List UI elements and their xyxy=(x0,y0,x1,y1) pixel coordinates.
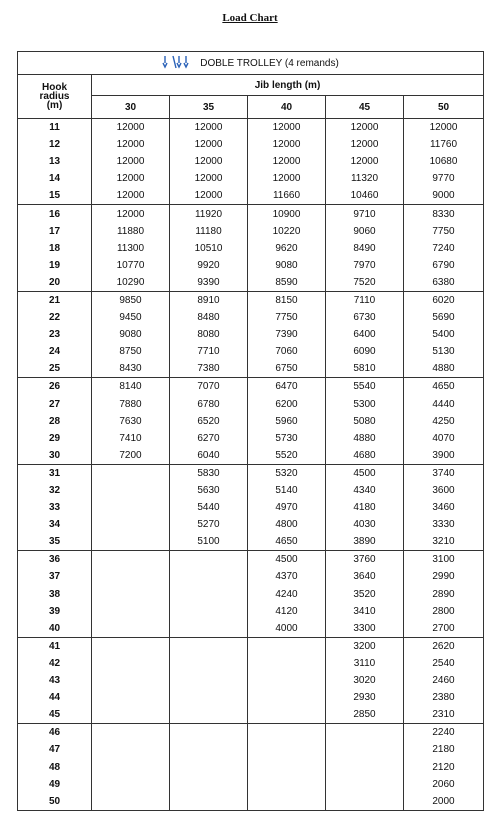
hook-radius-cell: 45 xyxy=(18,706,92,724)
load-cell: 10510 xyxy=(170,240,248,257)
load-cell: 11760 xyxy=(404,136,484,153)
load-cell: 7750 xyxy=(248,309,326,326)
load-cell xyxy=(248,724,326,742)
load-cell: 4500 xyxy=(326,464,404,482)
hook-radius-cell: 22 xyxy=(18,309,92,326)
load-cell xyxy=(92,482,170,499)
hook-radius-cell: 23 xyxy=(18,326,92,343)
load-cell: 12000 xyxy=(92,187,170,205)
table-row xyxy=(18,240,484,257)
load-cell: 10680 xyxy=(404,153,484,170)
load-cell xyxy=(170,741,248,758)
load-cell: 4340 xyxy=(326,482,404,499)
load-cell: 3100 xyxy=(404,551,484,569)
table-row xyxy=(18,430,484,447)
hook-radius-cell: 20 xyxy=(18,274,92,292)
load-cell: 11320 xyxy=(326,170,404,187)
jib-length-40: 40 xyxy=(248,96,326,119)
table-row xyxy=(18,291,484,309)
trolley-header-row xyxy=(18,52,484,75)
table-row xyxy=(18,586,484,603)
hook-radius-cell: 25 xyxy=(18,360,92,378)
load-cell: 11660 xyxy=(248,187,326,205)
load-cell: 12000 xyxy=(170,187,248,205)
load-cell: 5440 xyxy=(170,499,248,516)
load-cell xyxy=(92,776,170,793)
jib-length-30: 30 xyxy=(92,96,170,119)
jib-length-45: 45 xyxy=(326,96,404,119)
load-cell xyxy=(170,551,248,569)
table-row xyxy=(18,447,484,465)
load-cell: 3020 xyxy=(326,672,404,689)
load-cell: 12000 xyxy=(404,119,484,137)
hook-radius-cell: 27 xyxy=(18,396,92,413)
load-cell xyxy=(170,758,248,775)
load-cell: 2990 xyxy=(404,568,484,585)
load-cell: 4250 xyxy=(404,413,484,430)
load-cell: 6730 xyxy=(326,309,404,326)
table-row xyxy=(18,343,484,360)
load-cell: 12000 xyxy=(170,119,248,137)
table-row xyxy=(18,360,484,378)
load-chart-table xyxy=(17,51,484,811)
hook-radius-cell: 38 xyxy=(18,586,92,603)
load-cell: 4880 xyxy=(326,430,404,447)
load-cell: 12000 xyxy=(170,153,248,170)
load-cell xyxy=(248,793,326,811)
load-cell xyxy=(248,672,326,689)
load-cell: 7070 xyxy=(170,378,248,396)
trolley-label: DOBLE TROLLEY (4 remands) xyxy=(200,57,339,69)
load-cell xyxy=(170,655,248,672)
load-cell: 5810 xyxy=(326,360,404,378)
table-row xyxy=(18,223,484,240)
load-cell: 5540 xyxy=(326,378,404,396)
load-cell: 5300 xyxy=(326,396,404,413)
hook-radius-cell: 21 xyxy=(18,291,92,309)
load-cell: 8910 xyxy=(170,291,248,309)
load-cell: 4070 xyxy=(404,430,484,447)
load-cell: 7710 xyxy=(170,343,248,360)
load-cell: 2460 xyxy=(404,672,484,689)
load-cell: 6200 xyxy=(248,396,326,413)
table-row xyxy=(18,655,484,672)
load-cell: 7060 xyxy=(248,343,326,360)
load-cell: 2310 xyxy=(404,706,484,724)
load-cell xyxy=(170,776,248,793)
hook-radius-cell: 28 xyxy=(18,413,92,430)
load-cell: 6790 xyxy=(404,257,484,274)
load-cell: 12000 xyxy=(92,153,170,170)
load-cell: 3410 xyxy=(326,603,404,620)
load-cell: 3900 xyxy=(404,447,484,465)
load-cell: 12000 xyxy=(92,170,170,187)
load-cell: 2060 xyxy=(404,776,484,793)
load-cell: 3520 xyxy=(326,586,404,603)
load-cell xyxy=(170,586,248,603)
load-cell xyxy=(248,741,326,758)
hook-radius-cell: 30 xyxy=(18,447,92,465)
load-cell xyxy=(326,793,404,811)
load-cell: 3740 xyxy=(404,464,484,482)
load-cell: 2800 xyxy=(404,603,484,620)
hook-radius-cell: 49 xyxy=(18,776,92,793)
load-cell: 7880 xyxy=(92,396,170,413)
load-cell: 9770 xyxy=(404,170,484,187)
load-cell xyxy=(92,637,170,655)
load-cell xyxy=(170,637,248,655)
hook-radius-cell: 47 xyxy=(18,741,92,758)
load-cell: 11300 xyxy=(92,240,170,257)
load-cell: 7630 xyxy=(92,413,170,430)
load-cell: 4650 xyxy=(404,378,484,396)
load-cell: 11920 xyxy=(170,205,248,223)
table-row xyxy=(18,257,484,274)
load-cell: 6020 xyxy=(404,291,484,309)
table-row xyxy=(18,620,484,638)
load-cell: 6520 xyxy=(170,413,248,430)
load-cell: 6270 xyxy=(170,430,248,447)
table-row xyxy=(18,672,484,689)
load-cell: 5830 xyxy=(170,464,248,482)
load-cell: 8480 xyxy=(170,309,248,326)
load-cell: 7970 xyxy=(326,257,404,274)
table-row xyxy=(18,378,484,396)
load-cell: 10900 xyxy=(248,205,326,223)
table-row xyxy=(18,706,484,724)
load-cell: 5730 xyxy=(248,430,326,447)
hook-header-line-1: Hook xyxy=(42,82,67,93)
load-cell: 12000 xyxy=(248,119,326,137)
table-row xyxy=(18,396,484,413)
load-cell: 3300 xyxy=(326,620,404,638)
hook-radius-cell: 18 xyxy=(18,240,92,257)
load-cell: 4030 xyxy=(326,516,404,533)
load-cell: 5690 xyxy=(404,309,484,326)
load-cell: 5630 xyxy=(170,482,248,499)
table-row xyxy=(18,776,484,793)
load-cell: 2930 xyxy=(326,689,404,706)
load-cell xyxy=(92,724,170,742)
hook-radius-cell: 39 xyxy=(18,603,92,620)
load-cell: 3640 xyxy=(326,568,404,585)
table-row xyxy=(18,326,484,343)
load-cell: 12000 xyxy=(170,136,248,153)
load-cell: 12000 xyxy=(170,170,248,187)
table-row xyxy=(18,170,484,187)
load-cell xyxy=(170,603,248,620)
load-cell xyxy=(248,776,326,793)
load-cell: 9710 xyxy=(326,205,404,223)
load-cell: 5320 xyxy=(248,464,326,482)
load-cell: 3890 xyxy=(326,533,404,551)
load-cell xyxy=(92,568,170,585)
load-cell: 3200 xyxy=(326,637,404,655)
load-cell: 9920 xyxy=(170,257,248,274)
load-cell: 9080 xyxy=(248,257,326,274)
load-cell xyxy=(170,793,248,811)
load-cell: 3760 xyxy=(326,551,404,569)
load-cell: 9390 xyxy=(170,274,248,292)
load-cell: 11180 xyxy=(170,223,248,240)
load-cell: 7240 xyxy=(404,240,484,257)
load-cell: 5520 xyxy=(248,447,326,465)
load-cell: 9620 xyxy=(248,240,326,257)
load-cell: 2180 xyxy=(404,741,484,758)
table-row xyxy=(18,533,484,551)
hook-radius-cell: 29 xyxy=(18,430,92,447)
load-cell: 10290 xyxy=(92,274,170,292)
hook-radius-cell: 14 xyxy=(18,170,92,187)
load-cell xyxy=(92,689,170,706)
load-cell: 2700 xyxy=(404,620,484,638)
load-cell: 4880 xyxy=(404,360,484,378)
load-cell xyxy=(326,776,404,793)
load-cell xyxy=(92,516,170,533)
hook-radius-cell: 33 xyxy=(18,499,92,516)
load-cell: 4680 xyxy=(326,447,404,465)
load-cell: 6400 xyxy=(326,326,404,343)
load-cell xyxy=(92,586,170,603)
load-cell xyxy=(248,706,326,724)
load-cell: 9060 xyxy=(326,223,404,240)
table-row xyxy=(18,413,484,430)
jib-header-row xyxy=(18,75,484,96)
hook-header-line-3: (m) xyxy=(46,100,63,111)
hook-radius-cell: 44 xyxy=(18,689,92,706)
load-cell: 7750 xyxy=(404,223,484,240)
table-row xyxy=(18,119,484,137)
load-cell: 4000 xyxy=(248,620,326,638)
load-cell: 12000 xyxy=(326,119,404,137)
hook-radius-cell: 12 xyxy=(18,136,92,153)
load-cell: 8490 xyxy=(326,240,404,257)
hook-radius-cell: 15 xyxy=(18,187,92,205)
table-row xyxy=(18,136,484,153)
load-cell: 6780 xyxy=(170,396,248,413)
load-cell: 5270 xyxy=(170,516,248,533)
jib-length-35: 35 xyxy=(170,96,248,119)
table-row xyxy=(18,689,484,706)
load-cell: 3210 xyxy=(404,533,484,551)
load-cell: 8330 xyxy=(404,205,484,223)
hook-radius-cell: 11 xyxy=(18,119,92,137)
load-cell: 6040 xyxy=(170,447,248,465)
load-cell xyxy=(326,741,404,758)
hook-radius-cell: 32 xyxy=(18,482,92,499)
load-cell xyxy=(170,689,248,706)
load-cell: 2120 xyxy=(404,758,484,775)
load-cell: 2890 xyxy=(404,586,484,603)
load-cell: 2620 xyxy=(404,637,484,655)
hook-radius-cell: 43 xyxy=(18,672,92,689)
load-cell: 5140 xyxy=(248,482,326,499)
load-cell: 12000 xyxy=(326,136,404,153)
hook-radius-cell: 34 xyxy=(18,516,92,533)
table-row xyxy=(18,309,484,326)
hook-radius-cell: 31 xyxy=(18,464,92,482)
load-cell: 12000 xyxy=(92,119,170,137)
load-cell xyxy=(92,499,170,516)
table-row xyxy=(18,499,484,516)
load-cell xyxy=(92,533,170,551)
hook-radius-cell: 17 xyxy=(18,223,92,240)
load-cell: 6470 xyxy=(248,378,326,396)
load-cell xyxy=(92,655,170,672)
load-cell: 12000 xyxy=(92,205,170,223)
load-cell xyxy=(248,689,326,706)
load-cell xyxy=(92,793,170,811)
load-cell: 2240 xyxy=(404,724,484,742)
hook-radius-cell: 24 xyxy=(18,343,92,360)
load-cell: 4440 xyxy=(404,396,484,413)
hook-radius-cell: 46 xyxy=(18,724,92,742)
load-cell xyxy=(92,706,170,724)
load-cell: 8140 xyxy=(92,378,170,396)
load-cell xyxy=(92,551,170,569)
table-row xyxy=(18,724,484,742)
load-cell: 4120 xyxy=(248,603,326,620)
load-cell: 6090 xyxy=(326,343,404,360)
table-row xyxy=(18,516,484,533)
load-cell xyxy=(326,758,404,775)
load-cell: 5130 xyxy=(404,343,484,360)
load-cell: 5400 xyxy=(404,326,484,343)
hook-header-line-2: radius xyxy=(39,91,70,102)
load-cell: 9080 xyxy=(92,326,170,343)
load-cell: 7520 xyxy=(326,274,404,292)
load-cell: 10460 xyxy=(326,187,404,205)
table-row xyxy=(18,568,484,585)
load-cell: 5960 xyxy=(248,413,326,430)
load-cell: 7390 xyxy=(248,326,326,343)
load-cell: 4800 xyxy=(248,516,326,533)
load-cell xyxy=(92,620,170,638)
load-cell: 12000 xyxy=(248,170,326,187)
double-trolley-icon xyxy=(162,55,190,72)
load-cell: 5080 xyxy=(326,413,404,430)
hook-radius-cell: 41 xyxy=(18,637,92,655)
load-cell: 10220 xyxy=(248,223,326,240)
hook-radius-cell: 48 xyxy=(18,758,92,775)
load-cell: 7380 xyxy=(170,360,248,378)
table-row xyxy=(18,205,484,223)
hook-radius-cell: 13 xyxy=(18,153,92,170)
load-cell xyxy=(248,758,326,775)
table-row xyxy=(18,551,484,569)
load-cell xyxy=(248,655,326,672)
load-cell: 3460 xyxy=(404,499,484,516)
load-cell: 4970 xyxy=(248,499,326,516)
load-cell: 7110 xyxy=(326,291,404,309)
load-cell: 4240 xyxy=(248,586,326,603)
load-cell: 4500 xyxy=(248,551,326,569)
jib-length-50: 50 xyxy=(404,96,484,119)
load-cell xyxy=(92,464,170,482)
load-cell xyxy=(170,706,248,724)
load-cell xyxy=(92,672,170,689)
table-row xyxy=(18,187,484,205)
load-cell: 3330 xyxy=(404,516,484,533)
load-cell: 8150 xyxy=(248,291,326,309)
load-cell xyxy=(170,568,248,585)
hook-radius-cell: 35 xyxy=(18,533,92,551)
load-cell: 12000 xyxy=(248,136,326,153)
load-cell: 4650 xyxy=(248,533,326,551)
table-row xyxy=(18,741,484,758)
load-cell: 9850 xyxy=(92,291,170,309)
load-cell: 9450 xyxy=(92,309,170,326)
load-cell: 3110 xyxy=(326,655,404,672)
load-cell: 2000 xyxy=(404,793,484,811)
table-row xyxy=(18,793,484,811)
load-cell: 9000 xyxy=(404,187,484,205)
table-row xyxy=(18,482,484,499)
jib-length-header: Jib length (m) xyxy=(92,75,484,96)
load-cell xyxy=(170,620,248,638)
hook-radius-cell: 16 xyxy=(18,205,92,223)
load-cell: 12000 xyxy=(92,136,170,153)
hook-radius-cell: 50 xyxy=(18,793,92,811)
load-cell: 10770 xyxy=(92,257,170,274)
load-cell: 12000 xyxy=(248,153,326,170)
load-cell xyxy=(92,603,170,620)
hook-radius-cell: 42 xyxy=(18,655,92,672)
table-row xyxy=(18,603,484,620)
load-cell xyxy=(170,672,248,689)
load-cell: 8750 xyxy=(92,343,170,360)
load-cell: 2380 xyxy=(404,689,484,706)
hook-radius-cell: 26 xyxy=(18,378,92,396)
load-cell: 6750 xyxy=(248,360,326,378)
document-title: Load Chart xyxy=(222,12,278,24)
load-cell: 7410 xyxy=(92,430,170,447)
trolley-header-cell xyxy=(18,52,484,75)
table-row xyxy=(18,274,484,292)
load-cell: 8430 xyxy=(92,360,170,378)
load-cell xyxy=(92,758,170,775)
hook-radius-cell: 36 xyxy=(18,551,92,569)
hook-radius-header xyxy=(18,75,92,119)
load-cell: 7200 xyxy=(92,447,170,465)
load-cell: 8590 xyxy=(248,274,326,292)
hook-radius-cell: 40 xyxy=(18,620,92,638)
load-cell xyxy=(248,637,326,655)
table-row xyxy=(18,758,484,775)
load-cell: 3600 xyxy=(404,482,484,499)
table-row xyxy=(18,637,484,655)
hook-radius-cell: 37 xyxy=(18,568,92,585)
load-cell xyxy=(326,724,404,742)
table-row xyxy=(18,464,484,482)
load-cell: 2850 xyxy=(326,706,404,724)
load-cell: 6380 xyxy=(404,274,484,292)
load-cell: 5100 xyxy=(170,533,248,551)
load-cell: 8080 xyxy=(170,326,248,343)
load-cell xyxy=(92,741,170,758)
load-cell: 4370 xyxy=(248,568,326,585)
table-row xyxy=(18,153,484,170)
hook-radius-cell: 19 xyxy=(18,257,92,274)
load-cell: 2540 xyxy=(404,655,484,672)
load-cell xyxy=(170,724,248,742)
load-cell: 4180 xyxy=(326,499,404,516)
load-cell: 11880 xyxy=(92,223,170,240)
load-cell: 12000 xyxy=(326,153,404,170)
